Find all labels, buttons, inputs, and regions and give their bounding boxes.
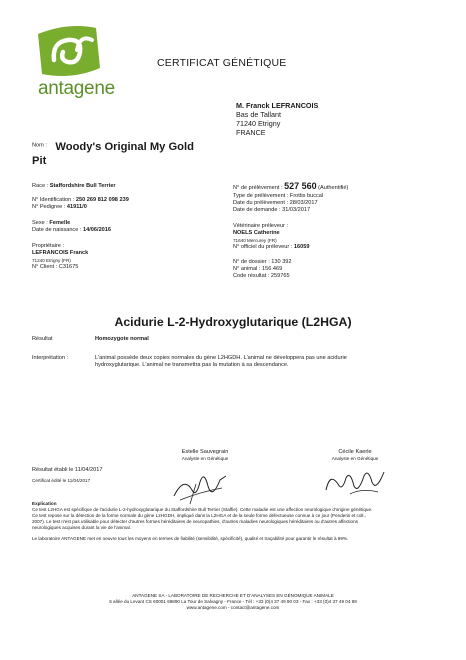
owner-country: FRANCE (236, 128, 266, 137)
result-established-date: Résultat établi le 11/04/2017 (32, 467, 103, 473)
footer-address: 6 allée du Levant CS 60001 69890 La Tour de Salvagny - France - Tél : +33 (0)4 37 49 90 03 - Fax : +33 (0)4 37 49 04 89 (109, 599, 357, 604)
proprietor-name: LEFRANCOIS Franck (32, 250, 89, 256)
signer-left-title: Analyste en Génétique (181, 456, 229, 461)
request-date: Date de demande : 31/03/2017 (233, 207, 311, 213)
footer (0, 593, 466, 611)
lab-statement: Le laboratoire ANTAGENE met en oeuvre tous les moyens en termes de fiabilité (sensibilité, spécificité), qualité et traçabilité pour garantir le résultat à 99%. (32, 536, 349, 541)
footer-company: ANTAGENE SA - LABORATOIRE DE RECHERCHE ET D'ANALYSES EN GÉNOMIQUE ANIMALE (132, 593, 334, 598)
signer-right-name: Cécile Kaerle (338, 449, 372, 455)
certificate-edited-date: Certificat édité le 11/04/2017 (32, 478, 91, 483)
result-row (32, 336, 53, 343)
sex: Femelle (49, 220, 71, 226)
signature-right-icon (320, 464, 390, 500)
sex-label: Sexe : (32, 220, 48, 226)
signer-left-name: Estelle Sauvegrain (181, 449, 229, 455)
certificate-title: CERTIFICAT GÉNÉTIQUE (157, 57, 287, 69)
sample-type: Type de prélèvement : Frottis buccal (233, 193, 324, 199)
client-number: N° Client : C31675 (32, 264, 79, 270)
interpretation-line-1: L'animal possède deux copies normales du gène L2HGDH. L'animal ne développera pas une acidurie (95, 355, 347, 361)
vet-city: 71640 Mercurey (FR) (233, 238, 277, 243)
owner-address (236, 101, 318, 137)
owner-street: Bas de Tallant (236, 110, 282, 119)
race: Staffordshire Bull Terrier (49, 183, 116, 189)
vet-official-number: 16059 (293, 244, 310, 250)
pedigree: 41911/0 (66, 204, 87, 210)
proprietor-label: Propriétaire : (32, 243, 65, 249)
signature-left (155, 449, 255, 462)
owner-city: 71240 Etrigny (236, 119, 281, 128)
footer-web: www.antagene.com - contact@antagene.com (186, 605, 280, 610)
explication-line-2: Ce test repose sur la détection de la forme normale du gène L2HGDH, impliqué dans la L2HGA et de la seule forme défectueuse connue à ce jour (Penderis et coll., (32, 513, 366, 518)
signer-right-title: Analyste en Génétique (331, 456, 379, 461)
signature-right (305, 449, 405, 462)
result-code: Code résultat : 259765 (233, 273, 290, 279)
explication-line-4: neurologiques acquises durant la vie de l'animal. (32, 525, 131, 530)
sample-info (233, 181, 443, 280)
brand-name: antagene (38, 78, 115, 99)
id-label: N° Identification : (32, 197, 75, 203)
test-title: Acidurie L-2-Hydroxyglutarique (L2HGA) (114, 315, 352, 329)
result-label: Résultat (32, 336, 53, 342)
interpretation-line-2: hydroxyglutarique. L'animal ne transmettra pas la mutation à sa descendance. (95, 362, 289, 368)
antagene-logo (30, 20, 115, 102)
sample-num-label: N° de prélèvement : (233, 185, 283, 191)
explication-line-1: Ce test L2HGA est spécifique de l'acidurie L-2-hydroxyglutarique du Staffordshire Bull Terrier (Staffie). Cette maladie est une affection neurologique d'origine génétique. (32, 507, 373, 512)
interpretation-text (95, 355, 450, 369)
sample-number: 527 560 (284, 181, 317, 191)
signature-left-icon (170, 466, 230, 506)
vet-name: NOELS Catherine (233, 230, 280, 236)
sample-date: Date du prélèvement : 28/03/2017 (233, 200, 318, 206)
interpretation-label: Interprétation : (32, 355, 69, 361)
sample-authenticated: (Authentifié) (318, 185, 349, 191)
explication-title: Explication (32, 501, 57, 506)
dossier-number: N° de dossier : 130 392 (233, 259, 292, 265)
id-number: 250 269 812 098 239 (75, 197, 129, 203)
dog-info (32, 183, 232, 271)
birth-label: Date de naissance : (32, 227, 82, 233)
explication-block (32, 501, 442, 542)
vet-official-label: N° officiel du préleveur : (233, 244, 293, 250)
race-label: Race : (32, 183, 49, 189)
vet-label: Vétérinaire préleveur : (233, 223, 289, 229)
pedigree-label: N° Pedigree : (32, 204, 66, 210)
logo-mark-icon (30, 20, 110, 82)
proprietor-city: 71240 Etrigny (FR) (32, 258, 71, 263)
result-value: Homozygote normal (95, 336, 149, 342)
dog-name-line2: Pit (32, 155, 47, 167)
dog-name: Woody's Original My Gold (55, 141, 194, 153)
dog-name-label: Nom : (32, 142, 47, 149)
owner-name: M. Franck LEFRANCOIS (236, 101, 319, 110)
explication-line-3: 2007). Le test n'est pas utilisable pour détecter d'autres formes héréditaires de neuropathies, d'autres maladies neurologiques héréditaires ou d'autres affections (32, 519, 358, 524)
birth-date: 14/06/2016 (83, 227, 112, 233)
animal-number: N° animal : 156 469 (233, 266, 283, 272)
dog-name-block (32, 137, 194, 168)
